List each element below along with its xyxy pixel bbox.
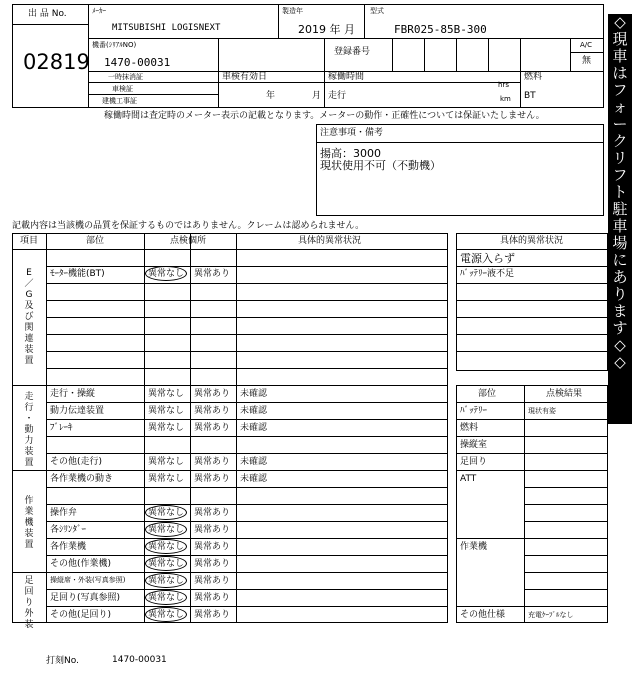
- banner-char: リ: [612, 149, 628, 167]
- ng-option: 異常あり: [194, 576, 231, 586]
- section-char: 連: [24, 334, 34, 344]
- banner-char: ォ: [612, 98, 628, 116]
- section-char: 機: [24, 518, 34, 528]
- ok-option: 異常なし: [148, 474, 185, 484]
- ok-selected-circle: [145, 522, 187, 537]
- row-detail: 未確認: [240, 406, 268, 416]
- section-char: 走: [24, 392, 34, 402]
- ok-option: 異常なし: [148, 610, 185, 620]
- section-char: 置: [24, 458, 34, 468]
- banner-char: あ: [612, 268, 628, 286]
- banner-char: ー: [612, 115, 628, 133]
- model-label: 型式: [370, 7, 384, 15]
- section-drive-label: [23, 392, 35, 469]
- banner-char: フ: [612, 81, 628, 99]
- ok-selected-circle: [145, 266, 187, 281]
- section-char: 装: [24, 620, 34, 630]
- year-label: 製造年: [282, 7, 303, 15]
- notes-line-1: 揚高：3000: [320, 147, 381, 160]
- right-part-header: 部位: [478, 389, 497, 399]
- row-part: 操縦席・外装(写真参照): [50, 576, 126, 584]
- row-part: 各作業機: [50, 542, 87, 552]
- stamp-label: 打刻No.: [46, 656, 79, 666]
- inspection-month: 月: [312, 91, 322, 101]
- ok-selected-circle: [145, 590, 187, 605]
- row-part: 足回り(写真参照): [50, 593, 121, 603]
- inspection-year: 年: [266, 91, 276, 101]
- section-char: 装: [24, 529, 34, 539]
- section-char: G: [25, 290, 33, 300]
- shipping-no-label: 出 品 No.: [28, 9, 67, 19]
- banner-char: ◇: [614, 13, 626, 31]
- row-part: 各作業機の動き: [50, 474, 114, 484]
- maker-label: ﾒｰｶｰ: [92, 7, 106, 15]
- section-char: 関: [24, 323, 34, 333]
- section-char: り: [24, 598, 34, 608]
- row-part: その他(走行): [50, 457, 103, 467]
- ok-option: 異常なし: [148, 423, 185, 433]
- ok-selected-circle: [145, 573, 187, 588]
- ng-option: 異常あり: [194, 542, 231, 552]
- stamp-value: 1470-00031: [112, 655, 167, 665]
- row-detail: 未確認: [240, 423, 268, 433]
- reg-no-label: 登録番号: [334, 47, 371, 57]
- fuel-value: BT: [524, 91, 536, 101]
- ok-option: 異常なし: [148, 406, 185, 416]
- banner-char: ま: [612, 302, 628, 320]
- ok-selected-circle: [145, 539, 187, 554]
- result-part: 操縦室: [460, 440, 488, 450]
- col-check-header: 点検個所: [170, 236, 207, 246]
- shipping-no: 02819: [23, 50, 90, 74]
- result-part: その他仕様: [460, 610, 506, 620]
- banner-char: 現: [612, 30, 628, 48]
- section-char: び: [24, 312, 34, 322]
- section-char: 及: [24, 301, 34, 311]
- ok-option: 異常なし: [148, 593, 185, 603]
- section-char: 行: [24, 403, 34, 413]
- travel-label: 走行: [328, 91, 347, 101]
- section-char: 置: [24, 356, 34, 366]
- section-eg-label: [23, 268, 35, 367]
- temp-cert-label: 一時抹消証: [108, 73, 143, 81]
- ok-selected-circle: [145, 607, 187, 622]
- ok-option: 異常なし: [148, 269, 185, 279]
- row-part: 操作弁: [50, 508, 78, 518]
- result-value: 現状有姿: [528, 407, 556, 415]
- section-char: 外: [24, 609, 34, 619]
- section-char: 力: [24, 436, 34, 446]
- model-value: FBR025-85B-300: [394, 23, 487, 36]
- ok-option: 異常なし: [148, 525, 185, 535]
- row-part: その他(足回り): [50, 610, 112, 620]
- row-part: ﾓｰﾀｰ機能(BT): [50, 269, 105, 279]
- serial-label: 機番(ｼﾘｱﾙNO): [92, 41, 137, 49]
- ng-option: 異常あり: [194, 474, 231, 484]
- vehicle-cert-label: 車検証: [112, 85, 133, 93]
- banner-char: り: [612, 285, 628, 303]
- ok-option: 異常なし: [148, 542, 185, 552]
- banner-char: ◇: [614, 353, 626, 371]
- banner-char: に: [612, 251, 628, 269]
- row-part: 動力伝達装置: [50, 406, 105, 416]
- ng-option: 異常あり: [194, 423, 231, 433]
- banner-char: フ: [612, 166, 628, 184]
- result-part: ﾊﾞｯﾃﾘｰ: [460, 406, 488, 416]
- section-work-label: [23, 496, 35, 551]
- ok-selected-circle: [145, 505, 187, 520]
- banner-char: 場: [612, 234, 628, 252]
- ok-selected-circle: [145, 556, 187, 571]
- row-detail: 未確認: [240, 389, 268, 399]
- row-part: ﾌﾞﾚｰｷ: [50, 423, 73, 433]
- notes-label: 注意事項・備考: [320, 128, 384, 138]
- ok-option: 異常なし: [148, 508, 185, 518]
- result-part: 燃料: [460, 423, 479, 433]
- section-char: 回: [24, 587, 34, 597]
- section-foot-label: [23, 576, 35, 631]
- inspection-label: 車検有効日: [222, 72, 268, 82]
- row-part: その他(作業機): [50, 559, 112, 569]
- hrs-unit: hrs: [498, 81, 509, 89]
- month-suffix: 月: [344, 23, 355, 36]
- maker-value: MITSUBISHI LOGISNEXT: [112, 23, 221, 33]
- issue-item: ﾊﾞｯﾃﾘｰ液不足: [460, 269, 515, 279]
- ok-option: 異常なし: [148, 457, 185, 467]
- section-char: 足: [24, 576, 34, 586]
- location-banner: [608, 14, 632, 424]
- result-part: 足回り: [460, 457, 488, 467]
- ok-option: 異常なし: [148, 576, 185, 586]
- section-char: 置: [24, 540, 34, 550]
- col-detail-header: 具体的異常状況: [298, 236, 362, 246]
- section-char: ／: [24, 279, 34, 289]
- section-char: 動: [24, 425, 34, 435]
- ac-value: 無: [582, 56, 592, 66]
- section-char: ・: [24, 414, 34, 424]
- fuel-label: 燃料: [524, 72, 543, 82]
- banner-char: 車: [612, 217, 628, 235]
- row-detail: 未確認: [240, 457, 268, 467]
- year-value: 2019 年: [298, 23, 341, 36]
- banner-char: 駐: [612, 200, 628, 218]
- section-char: 装: [24, 447, 34, 457]
- ng-option: 異常あり: [194, 610, 231, 620]
- banner-char: ◇: [614, 336, 626, 354]
- row-part: 走行・操縦: [50, 389, 96, 399]
- col-part-header: 部位: [86, 236, 105, 246]
- result-part: 作業機: [460, 542, 488, 552]
- banner-char: す: [612, 319, 628, 337]
- ng-option: 異常あり: [194, 508, 231, 518]
- ng-option: 異常あり: [194, 559, 231, 569]
- banner-char: 車: [612, 47, 628, 65]
- disclaimer: 記載内容は当該機の品質を保証するものではありません。クレームは認められません。: [12, 221, 365, 231]
- section-char: E: [26, 268, 32, 278]
- ng-option: 異常あり: [194, 593, 231, 603]
- equip-cert-label: 建機工事証: [102, 97, 137, 105]
- header-block: [12, 4, 604, 108]
- serial-value: 1470-00031: [104, 56, 171, 69]
- ng-option: 異常あり: [194, 406, 231, 416]
- ok-option: 異常なし: [148, 559, 185, 569]
- row-detail: 未確認: [240, 474, 268, 484]
- notes-line-2: 現状使用不可（不動機）: [320, 159, 441, 172]
- ng-option: 異常あり: [194, 525, 231, 535]
- banner-char: ク: [612, 132, 628, 150]
- ng-option: 異常あり: [194, 457, 231, 467]
- right-detail-header: 具体的異常状況: [500, 236, 564, 246]
- result-value: 充電ｹｰﾌﾞﾙなし: [528, 611, 574, 619]
- ng-option: 異常あり: [194, 269, 231, 279]
- banner-char: ト: [612, 183, 628, 201]
- right-result-header: 点検結果: [546, 389, 583, 399]
- col-item-header: 項目: [20, 236, 39, 246]
- ng-option: 異常あり: [194, 389, 231, 399]
- section-char: 作: [24, 496, 34, 506]
- ok-option: 異常なし: [148, 389, 185, 399]
- hours-label: 稼働時間: [328, 72, 365, 82]
- section-char: 業: [24, 507, 34, 517]
- hours-note: 稼働時間は査定時のメーター表示の記載となります。メーターの動作・正確性については保証いたしません。: [104, 111, 545, 121]
- banner-char: は: [612, 64, 628, 82]
- km-unit: km: [500, 95, 511, 103]
- section-char: 装: [24, 345, 34, 355]
- ac-label: A/C: [580, 41, 593, 49]
- row-part: 各ｼﾘﾝﾀﾞｰ: [50, 525, 87, 535]
- result-part: ATT: [460, 474, 477, 484]
- issue-item: 電源入らず: [460, 252, 515, 265]
